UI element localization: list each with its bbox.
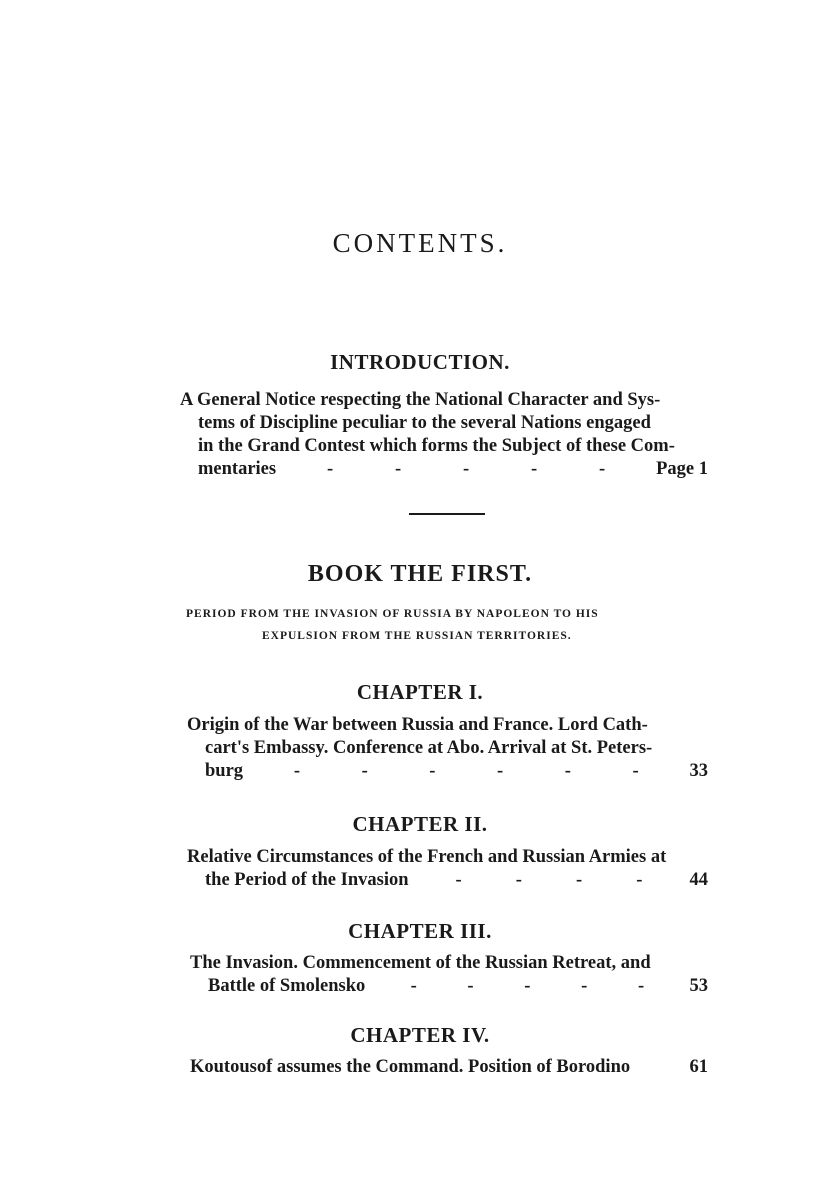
book-heading: BOOK THE FIRST. [307, 561, 533, 587]
dot-leader: - - - - - - [293, 761, 639, 781]
entry-line: in the Grand Contest which forms the Subject of these Com- [198, 436, 675, 456]
period-line: EXPULSION FROM THE RUSSIAN TERRITORIES. [262, 630, 572, 642]
page-number: Page 1 [656, 459, 708, 479]
entry-line: Koutousof assumes the Command. Position of Borodino [190, 1057, 631, 1077]
entry-line: Origin of the War between Russia and France. Lord Cath- [187, 715, 648, 735]
entry-line: burg [205, 761, 244, 781]
chapter-entry [190, 952, 708, 998]
chapter-entry [190, 1056, 708, 1079]
entry-line: tems of Discipline peculiar to the several Nations engaged [198, 413, 651, 433]
separator-rule [409, 513, 485, 515]
introduction-entry [180, 389, 708, 481]
chapter-entry [187, 714, 708, 783]
entry-last-line [187, 760, 708, 783]
entry-line: Relative Circumstances of the French and Russian Armies at [187, 847, 667, 867]
entry-line: mentaries [198, 459, 277, 479]
page-number: 44 [689, 870, 708, 890]
entry-line: A General Notice respecting the National Character and Sys- [180, 390, 661, 410]
page-number: 33 [689, 761, 708, 781]
book-period-description [186, 603, 708, 647]
page-number: 61 [689, 1057, 708, 1077]
entry-last-line [180, 458, 708, 481]
chapter-heading: CHAPTER I. [356, 680, 484, 704]
entry-last-line [187, 869, 708, 892]
entry-last-line [190, 1056, 708, 1079]
introduction-heading: INTRODUCTION. [330, 350, 510, 374]
dot-leader: - - - - - [327, 459, 606, 479]
entry-line: The Invasion. Commencement of the Russian Retreat, and [190, 953, 651, 973]
page-number: 53 [689, 976, 708, 996]
chapter-heading: CHAPTER III. [348, 919, 492, 943]
period-line: PERIOD FROM THE INVASION OF RUSSIA BY NAPOLEON TO HIS [186, 608, 599, 620]
entry-line: the Period of the Invasion [205, 870, 409, 890]
chapter-heading: CHAPTER II. [352, 812, 488, 836]
chapter-heading: CHAPTER IV. [350, 1023, 490, 1047]
dot-leader: - - - - - [410, 976, 645, 996]
contents-title: CONTENTS. [332, 228, 508, 258]
entry-line: Battle of Smolensko [208, 976, 366, 996]
chapter-entry [187, 846, 708, 892]
dot-leader: - - - - [455, 870, 643, 890]
entry-last-line [190, 975, 708, 998]
entry-line: cart's Embassy. Conference at Abo. Arrival at St. Peters- [205, 738, 653, 758]
